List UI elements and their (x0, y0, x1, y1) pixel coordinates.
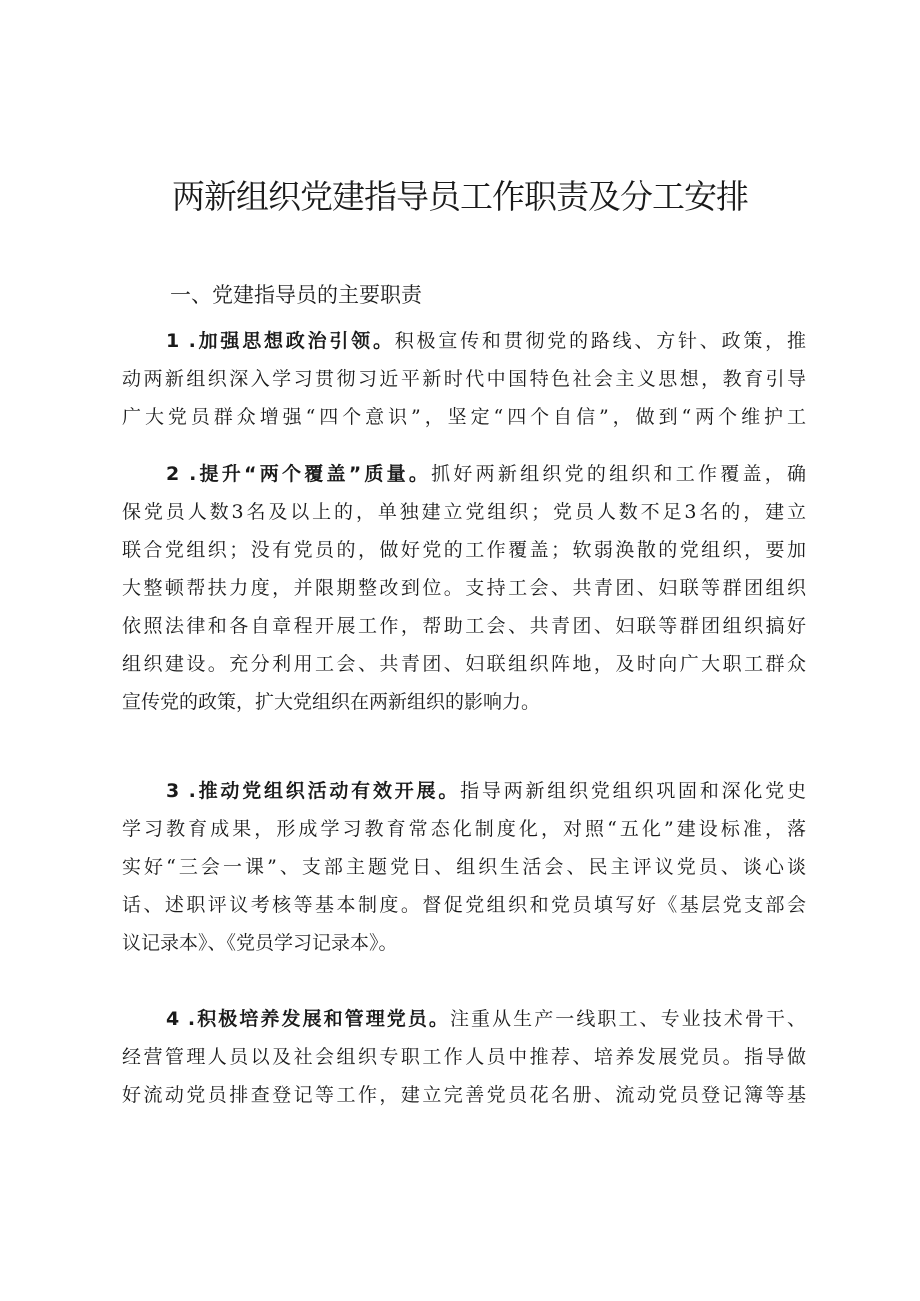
item-lead: 推动党组织活动有效开展。 (195, 780, 461, 802)
paragraph-line: 实好“三会一课”、支部主题党日、组织生活会、民主评议党员、谈心谈 (122, 856, 806, 878)
document-title: 两新组织党建指导员工作职责及分工安排 (172, 177, 748, 216)
paragraph-3 (122, 772, 806, 962)
item-number: 1 . (166, 330, 196, 352)
paragraph-line: 学习教育成果，形成学习教育常态化制度化，对照“五化”建设标准，落 (122, 818, 806, 840)
paragraph-line: 广大党员群众增强“四个意识”，坚定“四个自信”，做到“两个维护工 (122, 406, 806, 428)
paragraph-line: 依照法律和各自章程开展工作，帮助工会、共青团、妇联等群团组织搞好 (122, 615, 806, 637)
paragraph-line: 议记录本》、《党员学习记录本》。 (122, 932, 398, 954)
paragraph-1 (122, 322, 806, 436)
paragraph-4 (122, 1000, 806, 1114)
paragraph-line (122, 455, 806, 493)
paragraph-line: 动两新组织深入学习贯彻习近平新时代中国特色社会主义思想，教育引导 (122, 368, 806, 390)
paragraph-line (122, 772, 806, 810)
item-number: 4 . (166, 1008, 196, 1030)
paragraph-line: 保党员人数3名及以上的，单独建立党组织；党员人数不足3名的，建立 (122, 501, 806, 523)
paragraph-line: 好流动党员排查登记等工作，建立完善党员花名册、流动党员登记簿等基 (122, 1084, 806, 1106)
paragraph-line: 话、述职评议考核等基本制度。督促党组织和党员填写好《基层党支部会 (122, 894, 806, 916)
item-lead: 积极培养发展和管理党员。 (195, 1008, 450, 1030)
line-text: 注重从生产一线职工、专业技术骨干、 (449, 1008, 806, 1030)
paragraph-line: 宣传党的政策，扩大党组织在两新组织的影响力。 (122, 691, 541, 713)
paragraph-2 (122, 455, 806, 721)
item-number: 3 . (166, 780, 196, 802)
paragraph-line: 组织建设。充分利用工会、共青团、妇联组织阵地，及时向广大职工群众 (122, 653, 806, 675)
paragraph-line (122, 1000, 806, 1038)
paragraph-line: 联合党组织；没有党员的，做好党的工作覆盖；软弱涣散的党组织，要加 (122, 539, 806, 561)
paragraph-line (122, 322, 806, 360)
line-text: 指导两新组织党组织巩固和深化党史 (460, 780, 806, 802)
paragraph-line: 大整顿帮扶力度，并限期整改到位。支持工会、共青团、妇联等群团组织 (122, 577, 806, 599)
item-number: 2 . (166, 463, 197, 485)
paragraph-line: 经营管理人员以及社会组织专职工作人员中推荐、培养发展党员。指导做 (122, 1046, 806, 1068)
line-text: 积极宣传和贯彻党的路线、方针、政策，推 (394, 330, 806, 352)
section-heading: 一、党建指导员的主要职责 (170, 283, 422, 307)
item-lead: 加强思想政治引领。 (195, 330, 395, 352)
line-text: 抓好两新组织党的组织和工作覆盖，确 (431, 463, 806, 485)
item-lead: 提升“两个覆盖”质量。 (196, 463, 432, 485)
